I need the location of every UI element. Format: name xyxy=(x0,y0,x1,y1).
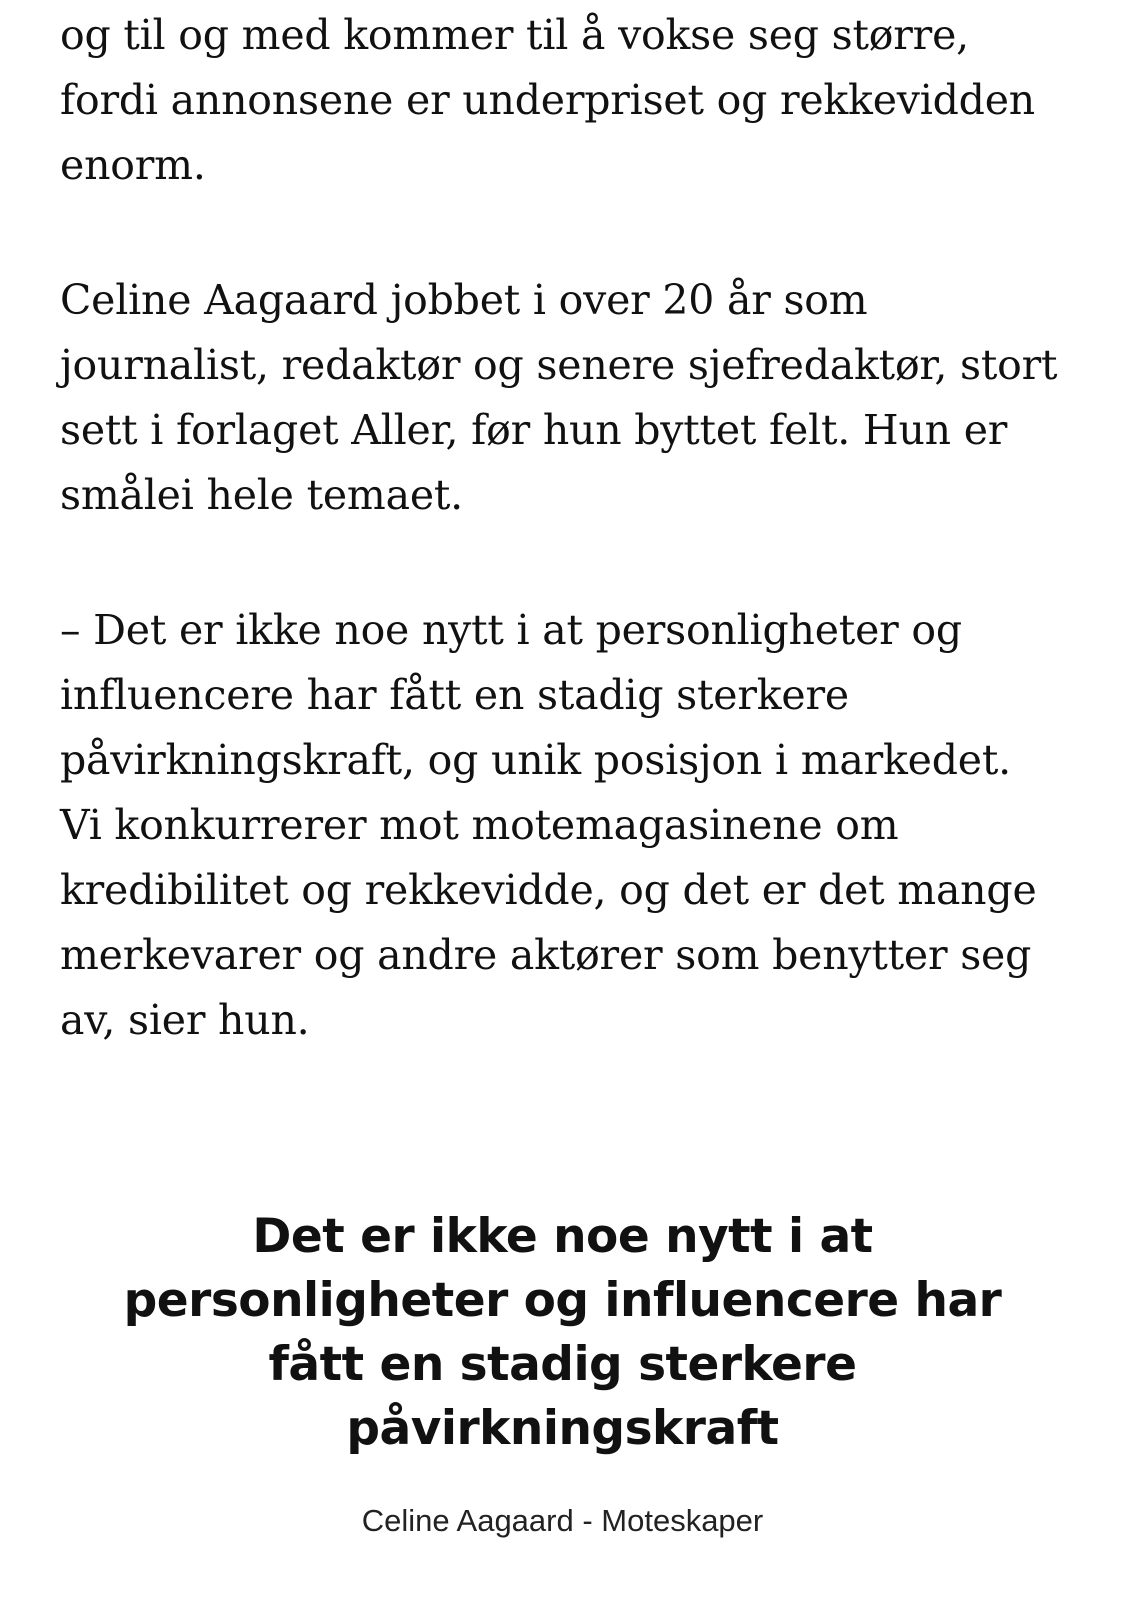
pull-quote-attribution: Celine Aagaard - Moteskaper xyxy=(361,1503,764,1538)
article-paragraph: Celine Aagaard jobbet i over 20 år som journalist, redaktør og senere sjefredaktør, stort sett i forlaget Aller, før hun byttet felt. Hun er smålei hele temaet. xyxy=(60,276,1058,519)
pull-quote xyxy=(0,1205,1125,1541)
article-paragraph: – Det er ikke noe nytt i at personligheter og influencere har fått en stadig sterkere påvirkningskraft, og unik posisjon i markedet. Vi konkurrerer mot motemagasinene om kredibilitet og rekkevidde, og det er det mange merkevarer og andre aktører som benytter seg av, sier hun. xyxy=(60,606,1037,1044)
article-paragraph: og til og med kommer til å vokse seg større, fordi annonsene er underpriset og rekkevidden enorm. xyxy=(60,11,1036,189)
pull-quote-text: Det er ikke noe nytt i at personligheter og influencere har fått en stadig sterkere påvirkningskraft xyxy=(123,1209,1002,1456)
